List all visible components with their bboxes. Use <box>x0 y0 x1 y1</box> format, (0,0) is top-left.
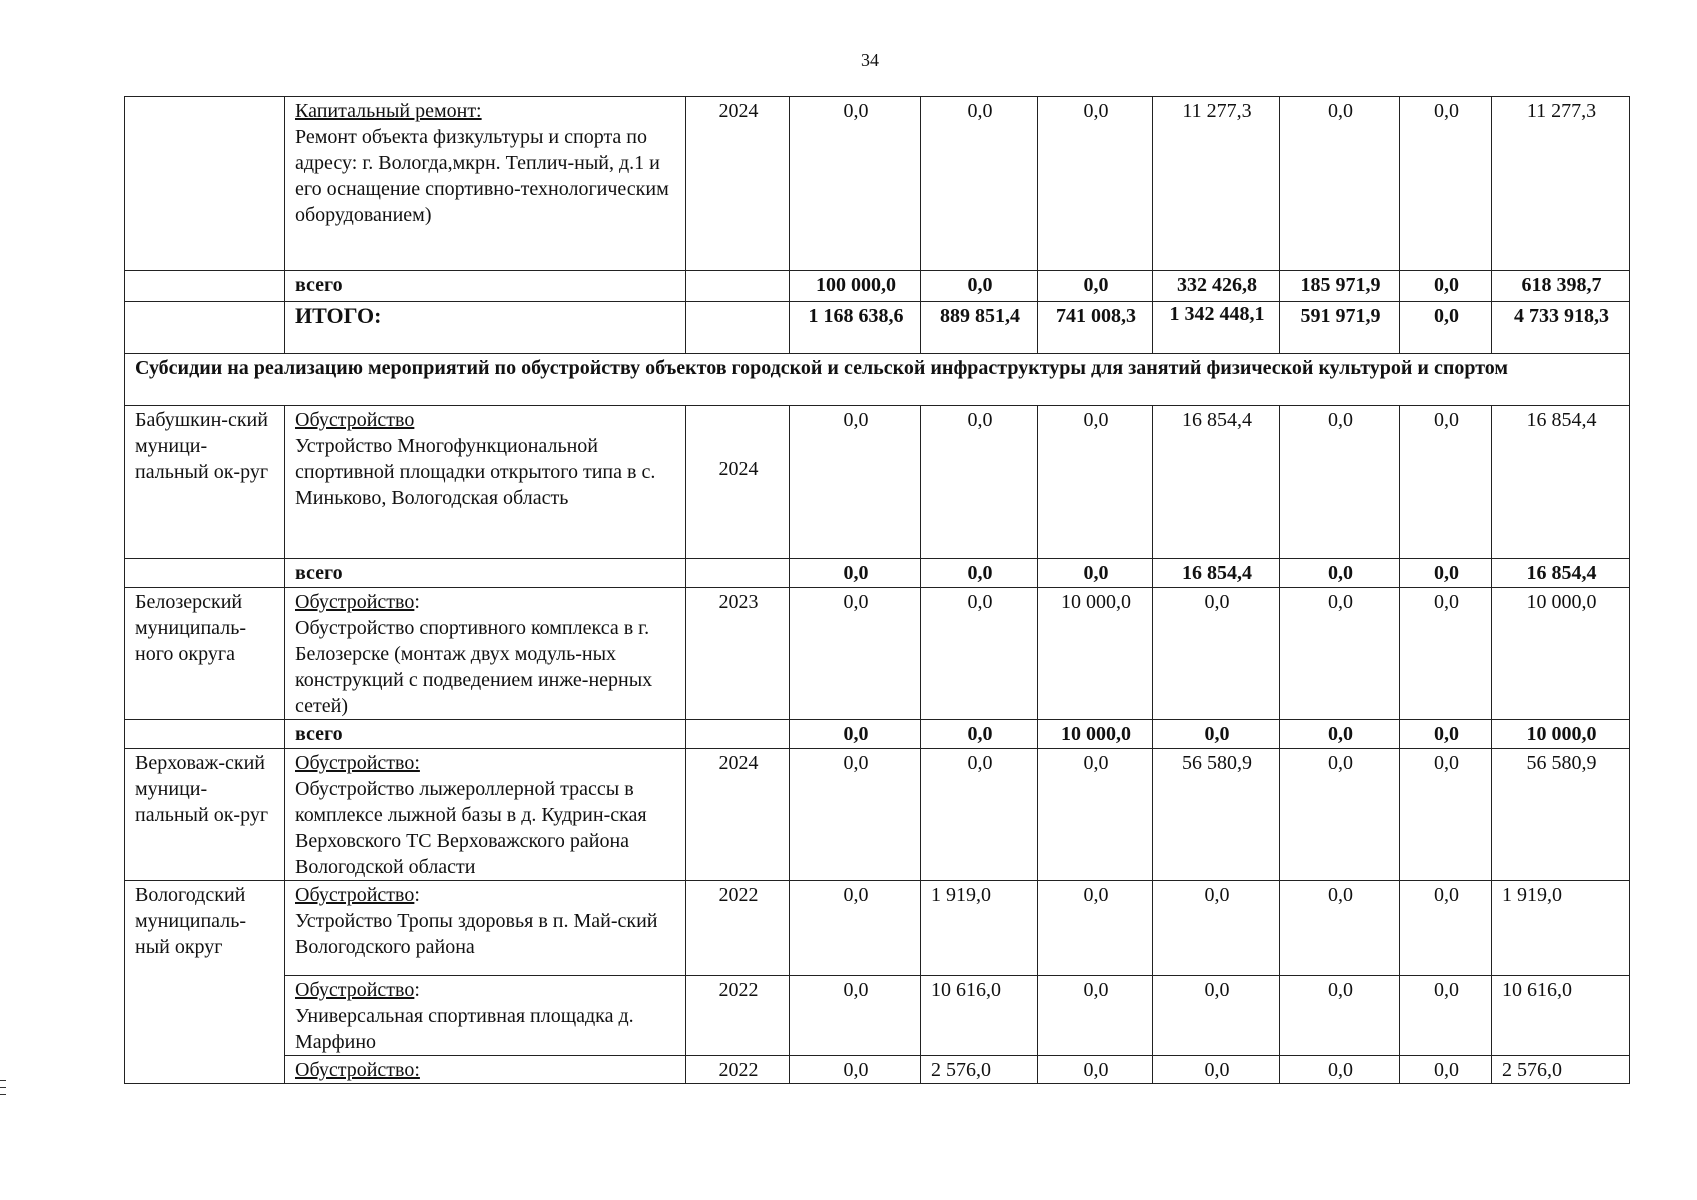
total-value-cell: 10 000,0 <box>1492 588 1630 720</box>
value-cell: 185 971,9 <box>1280 271 1400 302</box>
subsidy-table <box>124 96 1630 1084</box>
value-cell: 0,0 <box>1153 720 1280 749</box>
value-cell: 0,0 <box>1153 1056 1280 1084</box>
value-cell: 0,0 <box>1400 588 1492 720</box>
value-cell: 0,0 <box>1400 559 1492 588</box>
value-cell: 0,0 <box>790 976 921 1056</box>
value-cell: 0,0 <box>1038 881 1153 976</box>
type-label: Обустройство <box>295 409 415 431</box>
subtotal-label: всего <box>285 720 686 749</box>
year-cell: 2022 <box>686 881 790 976</box>
year-cell: 2022 <box>686 976 790 1056</box>
section-title: Субсидии на реализацию мероприятий по обустройству объектов городской и сельской инфраструктуры для занятий физической культурой и спортом <box>125 354 1630 406</box>
type-label: Обустройство <box>295 591 415 613</box>
value-cell: 11 277,3 <box>1153 97 1280 271</box>
year-cell <box>686 559 790 588</box>
table-row <box>125 406 1630 559</box>
value-cell: 0,0 <box>790 406 921 559</box>
value-cell: 0,0 <box>1400 406 1492 559</box>
municipality-cell: Белозерский муниципаль-ного округа <box>125 588 285 720</box>
type-suffix: : <box>414 591 420 613</box>
value-cell: 10 616,0 <box>921 976 1038 1056</box>
table-row <box>125 881 1630 976</box>
value-cell: 100 000,0 <box>790 271 921 302</box>
object-description: Обустройство лыжероллерной трассы в комплексе лыжной базы в д. Кудрин-ская Верховского ТС Верховажского района Вологодской области <box>295 778 647 878</box>
year-cell: 2024 <box>686 749 790 881</box>
value-cell: 332 426,8 <box>1153 271 1280 302</box>
total-value-cell: 16 854,4 <box>1492 406 1630 559</box>
scan-edge-mark <box>0 1087 6 1088</box>
value-cell: 0,0 <box>1400 976 1492 1056</box>
value-cell: 1 919,0 <box>921 881 1038 976</box>
value-cell: 0,0 <box>1400 881 1492 976</box>
scan-edge-mark <box>0 1080 6 1081</box>
value-cell: 0,0 <box>1280 588 1400 720</box>
scan-edge-mark <box>0 1094 6 1095</box>
value-cell: 56 580,9 <box>1153 749 1280 881</box>
value-cell: 0,0 <box>1400 302 1492 354</box>
total-value-cell: 10 000,0 <box>1492 720 1630 749</box>
value-cell: 0,0 <box>790 749 921 881</box>
value-cell: 0,0 <box>1153 976 1280 1056</box>
value-cell: 16 854,4 <box>1153 559 1280 588</box>
value-cell: 0,0 <box>1280 559 1400 588</box>
value-cell: 0,0 <box>1038 406 1153 559</box>
subtotal-row <box>125 720 1630 749</box>
value-cell: 0,0 <box>1280 976 1400 1056</box>
type-label: Обустройство: <box>295 752 420 774</box>
year-cell <box>686 720 790 749</box>
grand-total-label: ИТОГО: <box>285 302 686 354</box>
object-description: Устройство Тропы здоровья в п. Май-ский Вологодского района <box>295 910 658 958</box>
year-cell: 2024 <box>686 97 790 271</box>
total-value-cell: 1 919,0 <box>1492 881 1630 976</box>
value-cell: 1 168 638,6 <box>790 302 921 354</box>
value-cell: 0,0 <box>1038 97 1153 271</box>
municipality-cell <box>125 559 285 588</box>
object-cell <box>285 1056 686 1084</box>
subtotal-label: всего <box>285 271 686 302</box>
value-cell: 16 854,4 <box>1153 406 1280 559</box>
scan-edge-marks <box>0 1080 6 1101</box>
object-description: Универсальная спортивная площадка д. Марфино <box>295 1005 634 1053</box>
table-row <box>125 976 1630 1056</box>
municipality-cell: Вологодский муниципаль-ный округ <box>125 881 285 1084</box>
type-label: Обустройство <box>295 979 415 1001</box>
subtotal-row <box>125 271 1630 302</box>
grand-total-row <box>125 302 1630 354</box>
total-value-cell: 618 398,7 <box>1492 271 1630 302</box>
total-value-cell: 16 854,4 <box>1492 559 1630 588</box>
type-label: Капитальный ремонт: <box>295 100 482 122</box>
year-cell: 2023 <box>686 588 790 720</box>
object-cell <box>285 588 686 720</box>
table-row <box>125 588 1630 720</box>
value-cell: 1 342 448,1 <box>1153 302 1280 354</box>
year-cell <box>686 302 790 354</box>
object-description: Обустройство спортивного комплекса в г. Белозерске (монтаж двух модуль-ных конструкций с подведением инже-нерных сетей) <box>295 617 653 717</box>
value-cell: 0,0 <box>1280 749 1400 881</box>
value-cell: 0,0 <box>1280 881 1400 976</box>
value-cell: 0,0 <box>790 559 921 588</box>
value-cell: 0,0 <box>1038 976 1153 1056</box>
object-description: Устройство Многофункциональной спортивной площадки открытого типа в с. Миньково, Вологодская область <box>295 435 656 509</box>
subtotal-label: всего <box>285 559 686 588</box>
value-cell: 0,0 <box>1038 749 1153 881</box>
value-cell: 0,0 <box>790 720 921 749</box>
object-cell <box>285 881 686 976</box>
table-row <box>125 1056 1630 1084</box>
value-cell: 10 000,0 <box>1038 588 1153 720</box>
value-cell: 0,0 <box>921 588 1038 720</box>
value-cell: 0,0 <box>1400 271 1492 302</box>
value-cell: 0,0 <box>1153 881 1280 976</box>
section-heading-row <box>125 354 1630 406</box>
object-cell <box>285 749 686 881</box>
municipality-cell <box>125 720 285 749</box>
value-cell: 741 008,3 <box>1038 302 1153 354</box>
municipality-cell: Верховаж-ский муници-пальный ок-руг <box>125 749 285 881</box>
value-cell: 0,0 <box>1280 406 1400 559</box>
value-cell: 0,0 <box>1038 559 1153 588</box>
municipality-cell: Бабушкин-ский муници-пальный ок-руг <box>125 406 285 559</box>
total-value-cell: 10 616,0 <box>1492 976 1630 1056</box>
value-cell: 0,0 <box>1153 588 1280 720</box>
value-cell: 0,0 <box>790 1056 921 1084</box>
total-value-cell: 2 576,0 <box>1492 1056 1630 1084</box>
value-cell: 889 851,4 <box>921 302 1038 354</box>
municipality-cell <box>125 302 285 354</box>
municipality-cell <box>125 271 285 302</box>
value-cell: 0,0 <box>921 559 1038 588</box>
municipality-cell <box>125 97 285 271</box>
value-cell: 0,0 <box>921 720 1038 749</box>
type-label: Обустройство <box>295 884 415 906</box>
type-suffix: : <box>414 884 420 906</box>
value-cell: 0,0 <box>790 97 921 271</box>
value-cell: 0,0 <box>1400 1056 1492 1084</box>
total-value-cell: 4 733 918,3 <box>1492 302 1630 354</box>
year-cell: 2022 <box>686 1056 790 1084</box>
object-cell <box>285 406 686 559</box>
value-cell: 0,0 <box>790 881 921 976</box>
subtotal-row <box>125 559 1630 588</box>
value-cell: 10 000,0 <box>1038 720 1153 749</box>
year-cell <box>686 271 790 302</box>
table-row <box>125 97 1630 271</box>
value-cell: 0,0 <box>1280 720 1400 749</box>
object-description: Ремонт объекта физкультуры и спорта по адресу: г. Вологда,мкрн. Теплич-ный, д.1 и его оснащение спортивно-технологическим оборудованием) <box>295 126 669 226</box>
value-cell: 0,0 <box>1038 271 1153 302</box>
value-cell: 0,0 <box>1038 1056 1153 1084</box>
object-cell <box>285 976 686 1056</box>
table-row <box>125 749 1630 881</box>
total-value-cell: 11 277,3 <box>1492 97 1630 271</box>
value-cell: 0,0 <box>1280 97 1400 271</box>
year-cell: 2024 <box>686 406 790 559</box>
value-cell: 591 971,9 <box>1280 302 1400 354</box>
value-cell: 2 576,0 <box>921 1056 1038 1084</box>
type-suffix: : <box>414 979 420 1001</box>
type-label: Обустройство: <box>295 1059 420 1081</box>
value-cell: 0,0 <box>1400 720 1492 749</box>
value-cell: 0,0 <box>921 271 1038 302</box>
value-cell: 0,0 <box>1400 749 1492 881</box>
value-cell: 0,0 <box>921 406 1038 559</box>
object-cell <box>285 97 686 271</box>
value-cell: 0,0 <box>921 97 1038 271</box>
value-cell: 0,0 <box>1400 97 1492 271</box>
value-cell: 0,0 <box>790 588 921 720</box>
total-value-cell: 56 580,9 <box>1492 749 1630 881</box>
value-cell: 0,0 <box>1280 1056 1400 1084</box>
value-cell: 0,0 <box>921 749 1038 881</box>
page-number: 34 <box>861 50 879 70</box>
